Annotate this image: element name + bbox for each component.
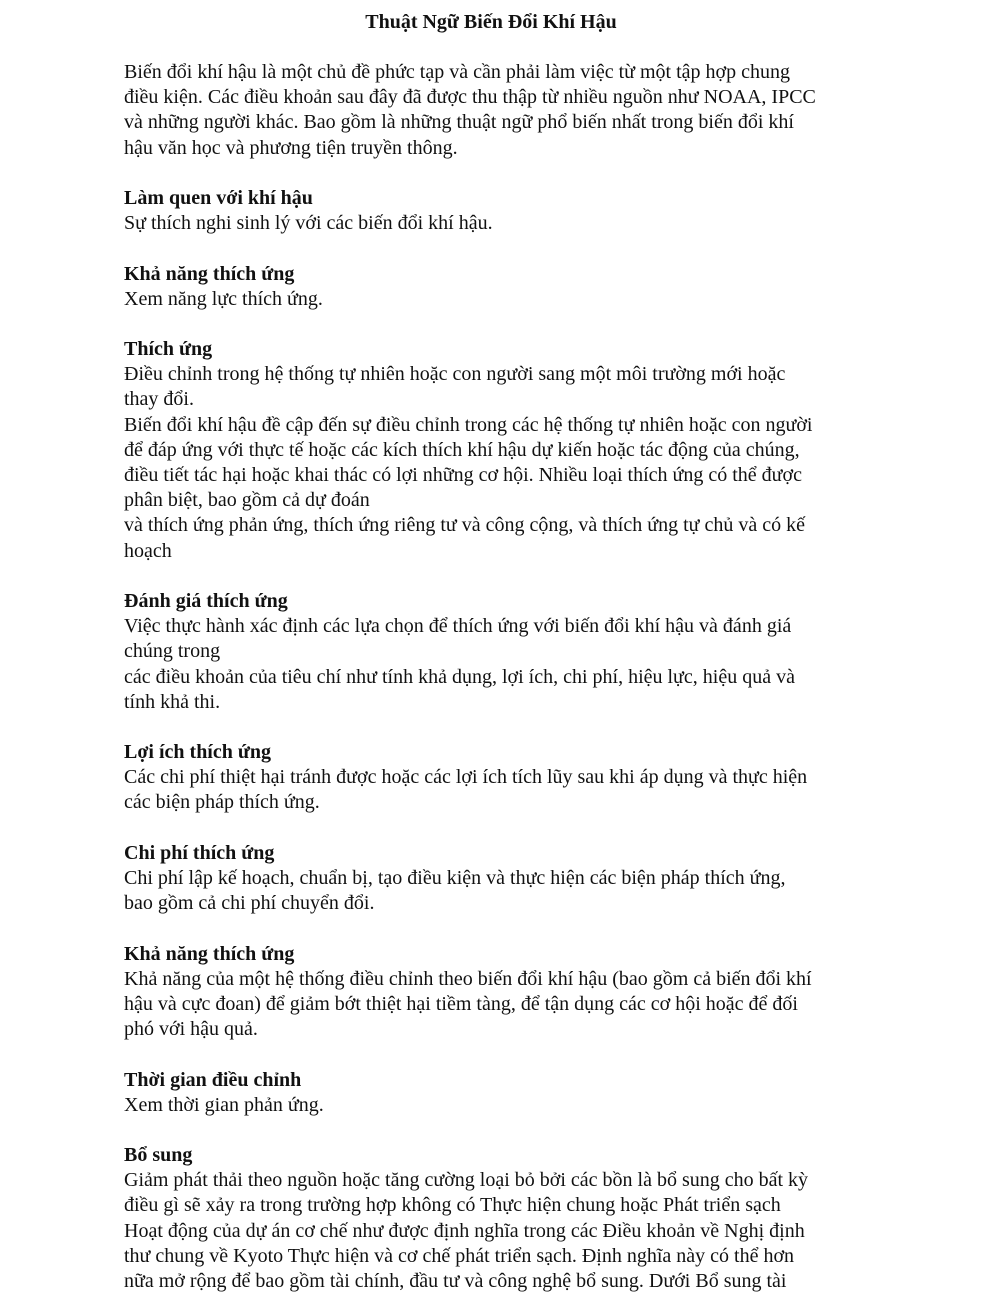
intro-line: và những người khác. Bao gồm là những thuật ngữ phổ biến nhất trong biến đổi khí: [124, 111, 794, 134]
definition-line: Sự thích nghi sinh lý với các biến đổi khí hậu.: [124, 212, 493, 235]
definition-line: các điều khoản của tiêu chí như tính khả dụng, lợi ích, chi phí, hiệu lực, hiệu quả và: [124, 665, 795, 688]
intro-line: hậu văn học và phương tiện truyền thông.: [124, 136, 458, 159]
definition-line: Việc thực hành xác định các lựa chọn để thích ứng với biến đổi khí hậu và đánh giá: [124, 615, 792, 638]
definition-line: phân biệt, bao gồm cả dự đoán: [124, 489, 370, 512]
blank-line: [124, 715, 884, 740]
definition-line: Chi phí lập kế hoạch, chuẩn bị, tạo điều kiện và thực hiện các biện pháp thích ứng,: [124, 867, 786, 889]
blank-line: [124, 236, 884, 261]
definition-line: Xem thời gian phản ứng.: [124, 1093, 324, 1116]
term-heading: Lợi ích thích ứng: [124, 741, 271, 764]
blank-line: [124, 1118, 884, 1143]
term-heading: Đánh giá thích ứng: [124, 589, 288, 612]
blank-line: [124, 916, 884, 941]
definition-line: thư chung về Kyoto Thực hiện và cơ chế phát triển sạch. Định nghĩa này có thể hơn: [124, 1244, 795, 1267]
definition-line: Các chi phí thiệt hại tránh được hoặc các lợi ích tích lũy sau khi áp dụng và thực hiện: [124, 766, 808, 789]
definition-line: phó với hậu quả.: [124, 1018, 258, 1041]
definition-line: Hoạt động của dự án cơ chế như được định nghĩa trong các Điều khoản về Nghị định: [124, 1219, 805, 1242]
document-body: [124, 60, 884, 1294]
definition-line: thay đổi.: [124, 388, 194, 411]
term-heading: Thích ứng: [124, 338, 213, 361]
intro-line: điều kiện. Các điều khoản sau đây đã được thu thập từ nhiều nguồn như NOAA, IPCC: [124, 86, 816, 109]
definition-line: các biện pháp thích ứng.: [124, 791, 320, 814]
term-heading: Thời gian điều chỉnh: [124, 1068, 302, 1091]
definition-line: điều tiết tác hại hoặc khai thác có lợi những cơ hội. Nhiều loại thích ứng có thể được: [124, 464, 802, 486]
definition-line: hoạch: [124, 539, 172, 562]
term-heading: Chi phí thích ứng: [124, 841, 275, 864]
definition-line: hậu và cực đoan) để giảm bớt thiệt hại tiềm tàng, để tận dụng các cơ hội hoặc để đối: [124, 992, 798, 1015]
term-heading: Khả năng thích ứng: [124, 942, 295, 965]
definition-line: Giảm phát thải theo nguồn hoặc tăng cường loại bỏ bởi các bồn là bổ sung cho bất kỳ: [124, 1169, 809, 1192]
intro-line: Biến đổi khí hậu là một chủ đề phức tạp và cần phải làm việc từ một tập hợp chung: [124, 61, 790, 83]
definition-line: để đáp ứng với thực tế hoặc các kích thích khí hậu dự kiến hoặc tác động của chúng,: [124, 438, 800, 461]
blank-line: [124, 816, 884, 841]
definition-line: chúng trong: [124, 640, 221, 663]
definition-line: Khả năng của một hệ thống điều chỉnh theo biến đổi khí hậu (bao gồm cả biến đổi khí: [124, 967, 812, 990]
term-heading: Bổ sung: [124, 1144, 193, 1167]
blank-line: [124, 161, 884, 186]
definition-line: và thích ứng phản ứng, thích ứng riêng tư và công cộng, và thích ứng tự chủ và có kế: [124, 514, 805, 537]
definition-line: tính khả thi.: [124, 690, 221, 713]
definition-line: nữa mở rộng để bao gồm tài chính, đầu tư và công nghệ bổ sung. Dưới Bổ sung tài: [124, 1270, 787, 1292]
definition-line: Điều chỉnh trong hệ thống tự nhiên hoặc con người sang một môi trường mới hoặc: [124, 363, 786, 386]
definition-line: bao gồm cả chi phí chuyển đổi.: [124, 892, 375, 915]
blank-line: [124, 1042, 884, 1067]
term-heading: Làm quen với khí hậu: [124, 186, 313, 209]
blank-line: [124, 564, 884, 589]
definition-line: Biến đổi khí hậu đề cập đến sự điều chỉnh trong các hệ thống tự nhiên hoặc con người: [124, 413, 813, 436]
document-title: Thuật Ngữ Biến Đổi Khí Hậu: [365, 11, 617, 33]
definition-line: điều gì sẽ xảy ra trong trường hợp không có Thực hiện chung hoặc Phát triển sạch: [124, 1194, 781, 1217]
definition-line: Xem năng lực thích ứng.: [124, 287, 323, 310]
blank-line: [124, 312, 884, 337]
term-heading: Khả năng thích ứng: [124, 262, 295, 285]
